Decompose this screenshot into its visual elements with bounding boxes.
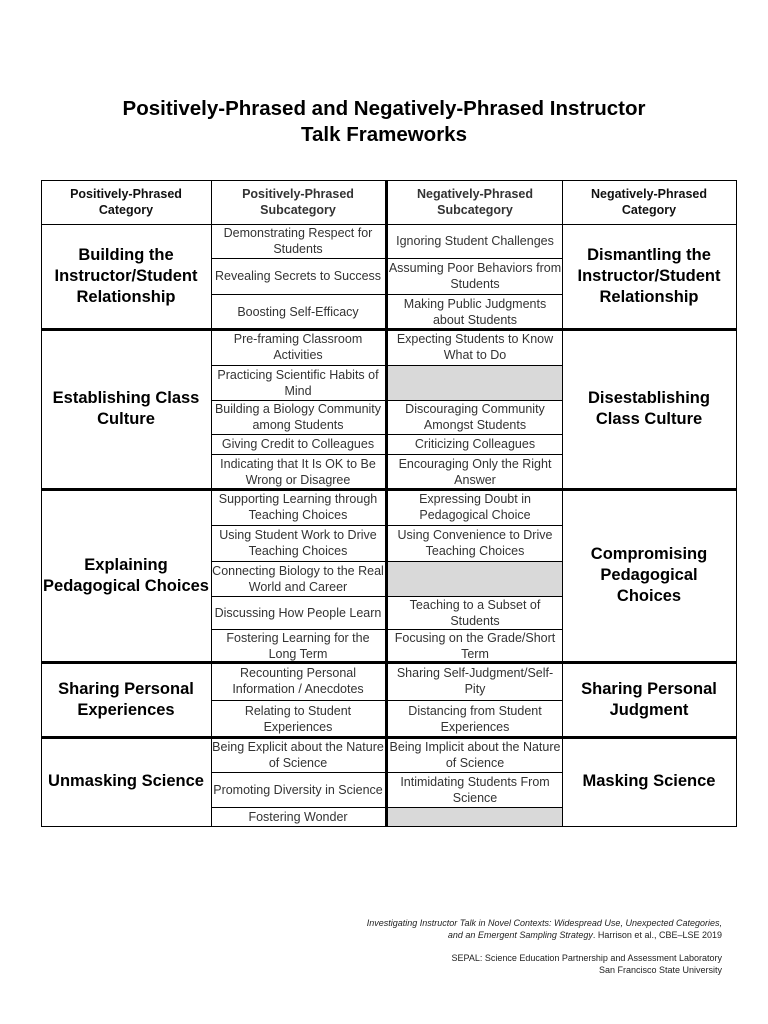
neg-subcategory-cell [388,561,562,596]
row-divider [211,700,385,701]
pos-subcategory-cell: Recounting Personal Information / Anecdotes [232,666,364,696]
neg-category-cell: Dismantling the Instructor/Student Relationship [577,246,721,306]
lab-credit [452,953,723,976]
neg-subcategory-cell: Using Convenience to Drive Teaching Choices [397,528,553,558]
pos-category-cell: Building the Instructor/Student Relationship [54,246,198,306]
pos-subcategory-cell: Revealing Secrets to Success [214,269,382,283]
pos-subcategory-cell: Discussing How People Learn [214,605,382,620]
row-divider [211,807,385,808]
table-border-right [736,180,737,827]
neg-subcategory-cell: Discouraging Community Amongst Students [405,402,545,432]
title-line-1: Positively-Phrased and Negatively-Phrased Instructor [122,97,646,120]
pos-subcategory-cell: Being Explicit about the Nature of Science [212,739,384,770]
citation-title-line-1: Investigating Instructor Talk in Novel Contexts: Widespread Use, Unexpected Categories, [366,918,722,928]
group-divider [41,661,737,664]
column-divider [211,180,212,827]
pos-subcategory-cell: Fostering Learning for the Long Term [226,630,370,661]
pos-subcategory-cell: Relating to Student Experiences [244,703,352,734]
pos-subcategory-cell: Supporting Learning through Teaching Choices [218,492,378,522]
row-divider [211,365,385,366]
row-divider [388,772,562,773]
row-divider [388,629,562,630]
neg-subcategory-cell: Expecting Students to Know What to Do [396,332,554,362]
row-divider [211,258,385,259]
neg-category-cell: Sharing Personal Judgment [581,679,717,719]
neg-subcategory-cell: Assuming Poor Behaviors from Students [388,261,562,291]
lab-name: SEPAL: Science Education Partnership and Assessment Laboratory [451,953,722,963]
row-divider [211,525,385,526]
university-name: San Francisco State University [598,964,722,975]
citation-title-line-2: and an Emergent Sampling Strategy [447,929,593,940]
neg-subcategory-cell: Distancing from Student Experiences [408,703,542,734]
row-divider [211,596,385,597]
column-divider [562,180,563,827]
neg-subcategory-cell: Teaching to a Subset of Students [409,597,541,628]
neg-category-cell: Disestablishing Class Culture [588,389,710,428]
row-divider [211,434,385,435]
pos-category-cell: Sharing Personal Experiences [58,679,194,719]
pos-subcategory-cell: Promoting Diversity in Science [213,782,383,797]
pos-category-cell: Unmasking Science [48,772,204,790]
neg-subcategory-cell [388,365,562,400]
neg-category-cell: Compromising Pedagogical Choices [590,545,708,605]
group-divider [41,328,737,331]
neg-subcategory-cell: Focusing on the Grade/Short Term [394,630,556,661]
row-divider [388,525,562,526]
pos-subcategory-cell: Connecting Biology to the Real World and Career [212,563,384,594]
header-neg-category: Negatively-Phrased Category [590,187,708,217]
row-divider [211,629,385,630]
header-neg-subcategory: Negatively-Phrased Subcategory [416,187,534,217]
neg-subcategory-cell: Expressing Doubt in Pedagogical Choice [419,492,531,522]
row-divider [211,561,385,562]
pos-subcategory-cell: Pre-framing Classroom Activities [233,332,363,362]
neg-subcategory-cell: Making Public Judgments about Students [403,296,547,327]
neg-subcategory-cell: Encouraging Only the Right Answer [398,456,552,487]
pos-subcategory-cell: Fostering Wonder [248,809,348,824]
neg-subcategory-cell [388,807,562,826]
table-border-top [41,180,737,181]
pos-subcategory-cell: Using Student Work to Drive Teaching Choices [219,528,377,558]
pos-subcategory-cell: Building a Biology Community among Students [214,402,382,432]
table-border-left [41,180,42,827]
neg-subcategory-cell: Criticizing Colleagues [414,437,536,451]
pos-subcategory-cell: Practicing Scientific Habits of Mind [217,367,379,398]
neg-subcategory-cell: Intimidating Students From Science [400,774,550,805]
row-divider [388,700,562,701]
neg-category-cell: Masking Science [582,772,716,790]
title-line-2: Talk Frameworks [301,123,467,146]
pos-subcategory-cell: Giving Credit to Colleagues [221,437,375,451]
row-divider [388,807,562,808]
row-divider [388,454,562,455]
pos-category-cell: Explaining Pedagogical Choices [43,555,209,595]
citation-authors: . Harrison et al., CBE–LSE 2019 [592,929,722,940]
row-divider [211,454,385,455]
header-pos-category: Positively-Phrased Category [70,187,182,217]
pos-subcategory-cell: Demonstrating Respect for Students [223,226,373,256]
center-divider [385,180,388,827]
row-divider [388,294,562,295]
citation [367,918,722,941]
row-divider [388,400,562,401]
row-divider [388,258,562,259]
pos-subcategory-cell: Indicating that It Is OK to Be Wrong or Disagree [220,456,376,487]
pos-category-cell: Establishing Class Culture [52,389,200,428]
header-pos-subcategory: Positively-Phrased Subcategory [242,187,354,217]
row-divider [388,365,562,366]
group-divider [41,736,737,739]
row-divider [388,434,562,435]
neg-subcategory-cell: Ignoring Student Challenges [396,234,554,248]
group-divider [41,488,737,491]
row-divider [211,294,385,295]
row-divider [211,400,385,401]
neg-subcategory-cell: Sharing Self-Judgment/Self-Pity [396,666,554,696]
row-divider [211,772,385,773]
neg-subcategory-cell: Being Implicit about the Nature of Science [389,739,561,770]
table-border-bottom [41,826,737,827]
header-divider [41,224,737,225]
pos-subcategory-cell: Boosting Self-Efficacy [237,304,359,319]
row-divider [388,596,562,597]
row-divider [388,561,562,562]
